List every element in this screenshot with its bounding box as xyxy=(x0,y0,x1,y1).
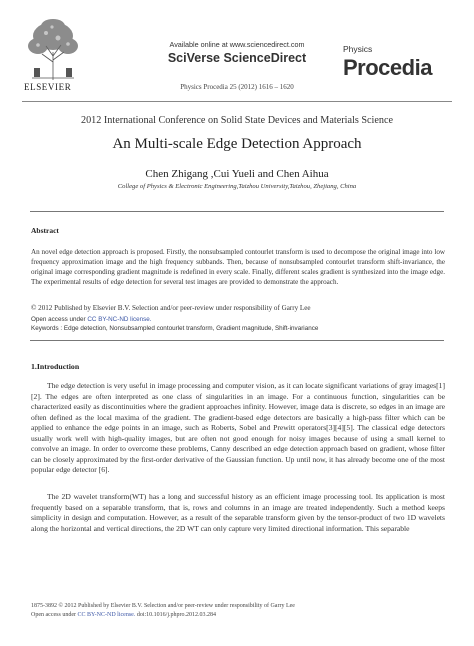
open-access-prefix: Open access under xyxy=(31,316,88,323)
intro-paragraph-1 xyxy=(31,381,445,476)
abstract-bottom-rule xyxy=(30,340,444,341)
abstract-heading: Abstract xyxy=(31,226,59,235)
keywords-line: Keywords : Edge detection, Nonsubsampled contourlet transform, Gradient magnitude, Shift-invariance xyxy=(31,325,319,332)
open-access-line xyxy=(31,316,445,323)
paragraph-text: The edge detection is very useful in image processing and computer vision, as it can locate significant variations of gray images[1][2]. The edges are often interpreted as one class of singularities in an image. For a continuous function, singularities can be characterized easily as discontinuities where the gradient approaches infinity. However, image data is discrete, so edges in an image are often defined as the local maxima of the gradient. The gradient-based edge detectors are basically a high-pass filter which can be applied to enhance the edge points in an image, such as Roberts, Sobel and Prewitt operators[3][4][5]. The classical edge detectors usually work well with high-quality images, but are often not good enough for noisy images because of using a small kernel to convolve an image. In order to overcome these problems, Canny described an edge detection approach based on gradient, whose filter can be closely approximated by the first-order derivative of the Gaussian function. Up until now, it has already become one of the most popular edge detector [6]. xyxy=(31,381,445,474)
footer-copyright: 1875-3892 © 2012 Published by Elsevier B.V. Selection and/or peer-review under responsibility of Garry Lee xyxy=(31,603,295,609)
elsevier-tree-logo-icon xyxy=(24,18,82,82)
footer-open-access xyxy=(31,611,295,620)
elsevier-wordmark: ELSEVIER xyxy=(24,82,72,92)
abstract-text: An novel edge detection approach is proposed. Firstly, the nonsubsampled contourlet transform is used to decompose the original image into low frequency approximation image and the high frequency subbands. Then, because of nonsubsampled contourlet transform shift-invariance, the original image corresponding gradient magnitude is redefined in every scale. Finally, different scales gradient is synthesized into the image edge. The experimental results of edge detection for several test images are provided to demonstrate the approach. xyxy=(31,248,445,286)
sciverse-sciencedirect-logo: SciVerse ScienceDirect xyxy=(167,51,307,65)
conference-name: 2012 International Conference on Solid State Devices and Materials Science xyxy=(80,115,394,126)
authors: Chen Zhigang ,Cui Yueli and Chen Aihua xyxy=(145,168,329,180)
footer-open-access-prefix: Open access under xyxy=(31,612,78,618)
paragraph-text: The 2D wavelet transform(WT) has a long and successful history as an efficient image processing tool. Its application is most frequently based on a separable transform, that is, rows and columns in an image are treated independently. Such a method keeps simplicity in design and computation. However, as a result of the separable transform given by the tensor-product of two 1D wavelets along the horizontal and vertical directions, the 2D WT can only capture very limited directional information. This separable xyxy=(31,492,445,533)
copyright-line: © 2012 Published by Elsevier B.V. Selection and/or peer-review under responsibility of Garry Lee xyxy=(31,304,311,312)
journal-reference: Physics Procedia 25 (2012) 1616 – 1620 xyxy=(180,83,294,91)
procedia-logo: Procedia xyxy=(343,55,432,80)
section-heading-introduction: 1.Introduction xyxy=(31,362,80,371)
paper-title: An Multi-scale Edge Detection Approach xyxy=(112,136,362,152)
footer-license-link[interactable]: CC BY-NC-ND license. xyxy=(77,612,136,618)
intro-paragraph-2 xyxy=(31,492,445,534)
header-divider xyxy=(22,101,452,102)
available-online-text: Available online at www.sciencedirect.com xyxy=(169,40,305,49)
procedia-subject: Physics xyxy=(343,44,373,54)
abstract-top-rule xyxy=(30,211,444,212)
license-link[interactable]: CC BY-NC-ND license. xyxy=(87,316,152,323)
footer xyxy=(31,602,295,620)
affiliation: College of Physics & Electronic Engineering,Taizhou University,Taizhou, Zhejiang, China xyxy=(117,183,357,190)
footer-doi: doi:10.1016/j.phpro.2012.03.284 xyxy=(135,612,216,618)
